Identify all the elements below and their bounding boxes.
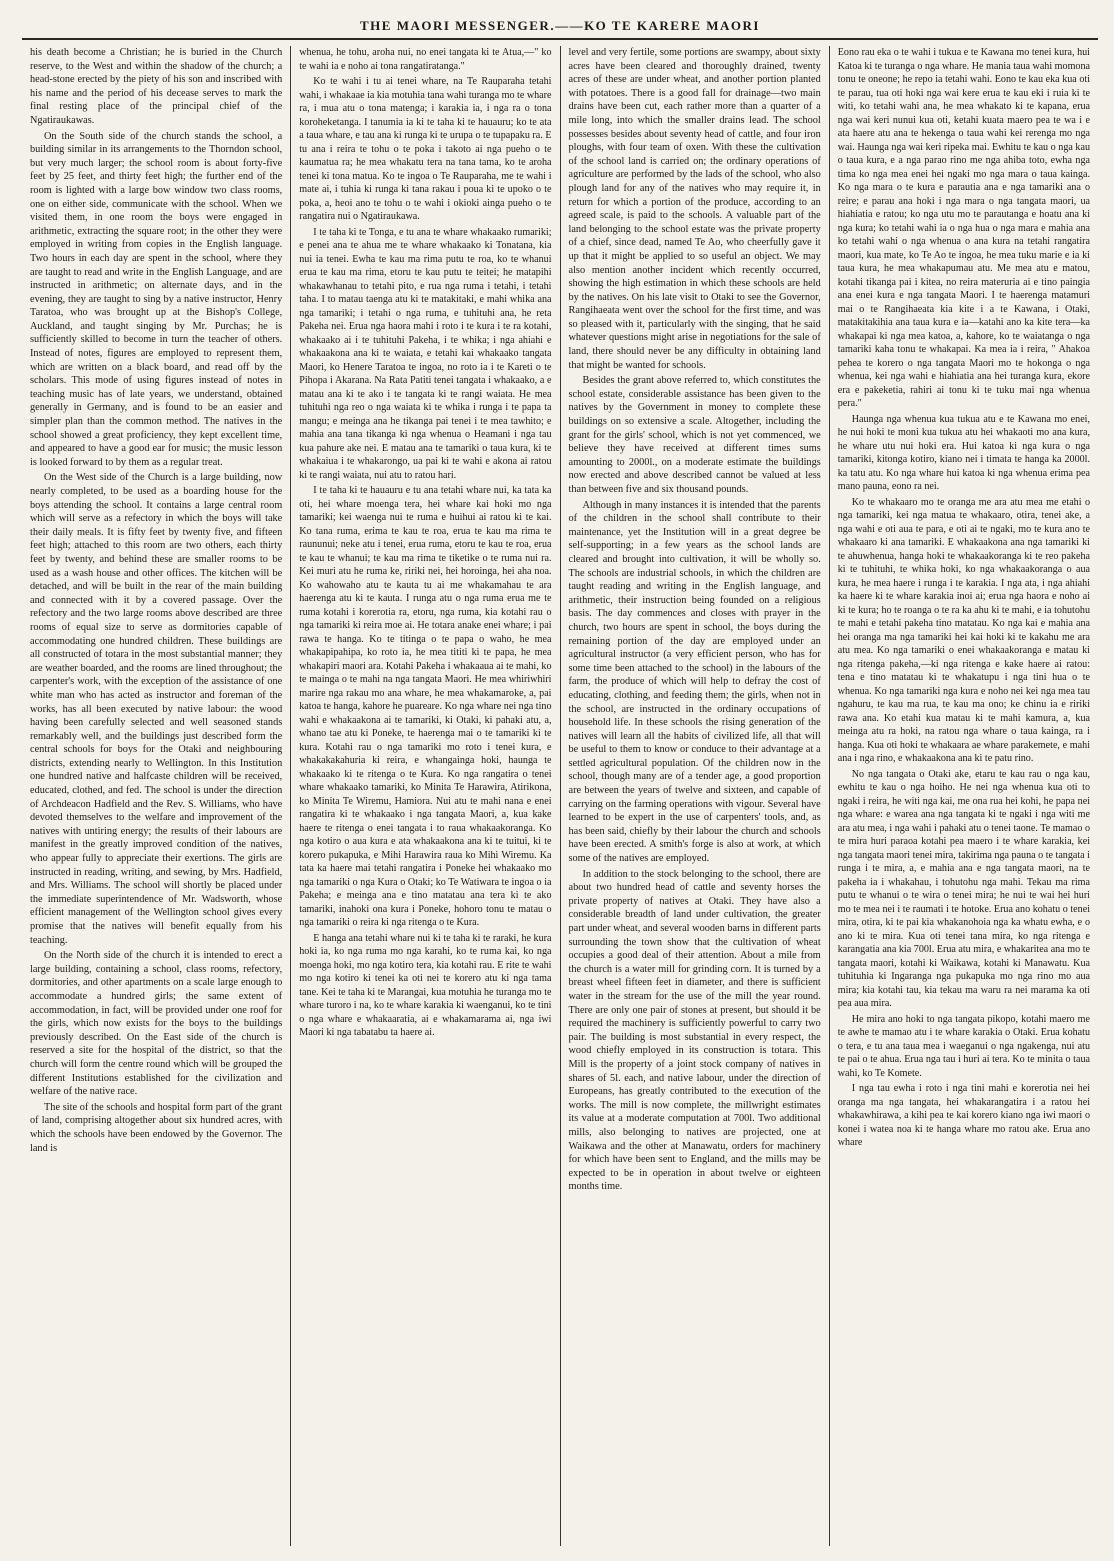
paragraph: Haunga nga whenua kua tukua atu e te Kawana mo enei, he nui hoki te moni kua tukua atu hei whakaoti mo ana kura, he whare utu nui hoki era. Hui katoa ki nga kura o nga tamariki, kitonga kotiro, kiano nei i timata te hanga ka 2000l. ka tatu atu. Ko nga whare hui katoa ki nga whenua erima pea mano pauna, eono ra nei.	[837, 413, 1090, 492]
paragraph: Ko te whakaaro mo te oranga me ara atu mea me etahi o nga tamariki, kei nga matua te whakaaro, otira, tenei ake, a nga wahi e oti aua te para, e oti ai te ngaki, mo te kura ano te whakaaro ki ana tamariki. E whakaakona ana nga tamariki ki te ahuwhenua, hanga hoki te whakaakoranga ki te reo pakeha ki te tuhituhi, te whika hoki, ko nga whakaakoranga o aua kura, he mea haere i runga i te karakia. I nga ata, i nga ahiahi ka haere ki te whare karakia inoi ai; erua nga haora e noho ai ki te kura; ho te roanga o te ra ka ahu ki te mahi, e ia tohutohu te mahi e tetahi pakeha tino matatau. Ko nga kai e mahia ana hei oranga ma nga tamariki hei kai hoki ki te kakahu me ara atu mea. Ko nga tamariki o enei whakaakoranga e matau ki nga ritenga pakeha,—ki nga ritenga e kake haere ai ratou: tena e tino matatau ki te whakatupu i nga tini hua o te whenua. Ko nga tamariki nga kura e noho nei kei nga mea tau ngahuru, te kau ma rua, te kau ma ono; ke chinu ia e ririki rawa ana. Ko etahi kua matau ki te mahi kamura, a, kua meinga atu ra hoki, na ratou nga whare o taua kainga, ra i hanga. Kua oti hoki te whakaara ae whare parakemete, e mahi ana i nga rino, e whakaakona ana ki te patu rino.	[837, 496, 1090, 764]
page-header: THE MAORI MESSENGER.——KO TE KARERE MAORI	[22, 18, 1098, 40]
paragraph: He mira ano hoki to nga tangata pikopo, kotahi maero me te awhe te mamao atu i te whare karakia o Otaki. Erua kohatu o tera, e tu ana taua mea i waeganui o nga ngakenga, nui atu te pai o te ahua. Erua nga tau i huri ai tera. Ko te minita o taua wahi, ko Te Komete.	[837, 1013, 1090, 1079]
paragraph: whenua, he tohu, aroha nui, no enei tangata ki te Atua,—" ko te wahi ia e noho ai tona rangatiratanga."	[299, 47, 552, 72]
paragraph: level and very fertile, some portions are swampy, about sixty acres have been cleared and thoroughly drained, twenty acres of these are under wheat, and another portion planted with potatoes. There is a good fall for drainage—two main drains have been cut, each rather more than a quarter of a mile long, into which the smaller drains lead. The school possesses besides about seventy head of cattle, and four iron ploughs, with four team of oxen. With these the cultivation of the school land is carried on; the ordinary operations of agriculture are performed by the lads of the school, who also plough land for any of the natives who may require it, in return for which a portion of the produce, according to an agreed scale, is paid to the schools. A valuable part of the land belonging to the school estate was the private property of a chief, since dead, named Te Ao, who cheerfully gave it up that it might be applied to so useful an object. We may also mention another incident which recently occurred, showing the high estimation in which these schools are held by the natives. On his late visit to Otaki to see the Governor, Rangihaeata went over the school for the first time, and was so pleased with it, particularly with the singing, that he said whatever questions might arise in negotiations for the sale of land, there should never be any difficulty in obtaining land that might be wanted for schools.	[568, 47, 821, 371]
maori-column-2	[830, 46, 1098, 1546]
paragraph: Although in many instances it is intended that the parents of the children in the school shall contribute to their maintenance, yet the Institution will in a great degree be self-supporting; in a few years as the school lands are cleared and brought into cultivation, it will be wholly so. The schools are industrial schools, in which the children are taught reading and writing in the English language, and arithmetic, their instruction being founded on a religious basis. The day commences and closes with prayer in the church, two hours are spent in school, the boys during the remaining portion of the day are employed under an agricultural instructor (a very efficient person, who has for some time been attached to the school) in the labours of the farm, the produce of which will help to defray the cost of educating, clothing, and feeding them; the girls, when not in the school, are instructed in the ordinary occupations of household life. In these schools the rising generation of the natives will learn all the habits of civilized life, all that will be useful to them to know or conduce to their advantage at a settled agricultural population. Of the children now in the school, though many are of a tender age, a good proportion are between the years of twelve and sixteen, and capable of carrying on the farming operations with vigour. Several have learned to be expert in the use of carpenters' tools, and, as has been said, chiefly by their labour the church and schools have been erected. A smith's forge is also at work, at which some of the natives are employed.	[568, 499, 821, 865]
paragraph: In addition to the stock belonging to the school, there are about two hundred head of cattle and seventy horses the private property of natives at Otaki. They have also a considerable breadth of land under cultivation, the greater part under wheat, and several wooden barns in different parts surrounding the town show that the cultivation of wheat occupies a good deal of their attention. About a mile from the church is a water mill for grinding corn. It is turned by a breast wheel fifteen feet in diameter, and there is sufficient water in the stream for the use of the mill the year round. There are only one pair of stones at present, but should it be required the machinery is sufficiently powerful to carry two pair. The building is most substantial in every respect, the wood chiefly employed in its construction is totara. This Mill is the property of a joint stock company of natives in shares of 5l. each, and native labour, under the direction of Europeans, has greatly contributed to the execution of the works. The mill is now complete, the millwright estimates its value at a moderate computation at 700l. Two additional mills, also belonging to natives are projected, one at Waikawa and the other at Manawatu, orders for machinery for which have been sent to England, and the mills may be expected to be in operation in about twelve or eighteen months time.	[568, 868, 821, 1193]
paragraph: his death become a Christian; he is buried in the Church reserve, to the West and within the shadow of the church; a head-stone erected by the piety of his son and inscribed with his name and the period of his decease serves to mark the final resting place of the principal chief of the Ngatiraukawas.	[30, 47, 283, 126]
paragraph: Besides the grant above referred to, which constitutes the school estate, considerable assistance has been given to the natives by the Government in money to complete these buildings on so extensive a scale. Altogether, including the grant for the girls' school, which is not yet commenced, we believe they have received at different times sums amounting to 2000l., on a moderate estimate the buildings now erected and above described cannot be valued at less than between five and six thousand pounds.	[568, 375, 821, 495]
paragraph: E hanga ana tetahi whare nui ki te taha ki te raraki, he kura hoki ia, ko nga ruma mo nga karahi, ko te ruma kai, ko nga moenga hoki, mo nga kotiro tera, kia kotahi rau. E rite te wahi mo nga kotiro ki tenei ka oti nei te korero atu ki nga tama tane. Kei te taha ki te Marangai, kua motuhia he turanga mo te whare turoro i na, ko te whare karakia ki waenganui, ko te tini o nga whare e whakaaratia, ai e whakamarama ai, nga iwi Maori ki nga tabatabu ta haere ai.	[299, 932, 552, 1038]
paragraph: On the South side of the church stands the school, a building similar in its arrangements to the Thorndon school, but very much larger; the school room is about forty-five feet by 25 feet, and thirty feet high; the further end of the room is lighted with a large bow window two class rooms, one on either side, communicate with the school. When we visited them, in one room the boys were engaged in arithmetic, extracting the square root; in the other they were employed in writing from copies in the English language. Two hours in each day are spent in the school, where they are taught to read and write in the English Language, and are instructed in arithmetic; on alternate days, and in the evening, they are taught to sing by a native instructor, Henry Taratoa, who was brought up at the Bishop's College, Auckland, and taught singing by Mr. Purchas; he is sufficiently skilled to become in turn the teacher of others. Instead of notes, figures are employed to represent them, which are written on a black board, and read off by the scholars. This mode of using figures instead of notes in teaching music has of late years, we understand, obtained generally in Germany, and is found to be an easier and simpler plan than the common method. The natives in the school showed a great proficiency, they kept excellent time, and appeared to have a good ear for music; the music lesson is looked forward to by them as a regular treat.	[30, 130, 283, 468]
paragraph: No nga tangata o Otaki ake, etaru te kau rau o nga kau, ewhitu te kau o nga hoiho. He nei nga whenua kua oti to ngaki i reira, he witi nga kai, me ona rua hei kohi, he papa nei nga whare: e warea ana nga tangata ki te ngaki i nga witi me ara atu mea, i nga wahi i pahaki atu o tenei taone. Te mamao o te mira huri paraoa kotahi pea maero i te whare karakia, kei nga tangata maori tenei mira, takirima nga pauna o te tangata i runga i te mira, a, e mahia ana e nga tangata maori, na te pakeha ia i whakahau, i tohutohu nga mahi. Tekau ma rima putu te whanui o te wira o tenei mira; he nui te wai hei huri mo te mea nei i te raumati i te hotoke. Erua ano kohatu o tenei mira, otira, ki te pai kia whakanohoia nga ka whatu ewha, e o ano ki te mira. Kua oti tenei tana mira, ko nga ritenga e karangatia ana kia 700l. Erua atu mira, e whakaritea ana mo te tangata maori, kotahi ki Waikawa, kotahi ki Manawatu. Kua tuhituhia ki Ingaranga nga pukapuka mo nga rino mo aua mira; kia kotahi tau, kia tekau ma waru ra nei marama ka oti pea aua mira.	[837, 768, 1090, 1009]
english-column-1	[22, 46, 291, 1546]
paragraph: I te taha ki te Tonga, e tu ana te whare whakaako rumariki; e penei ana te ahua me te whare whakaako ki Tonatana, kia nui ia tenei. Ewha te kau ma rima putu te roa, ko te whanui erua te kau ma rima, etoru te kau putu te teitei; he matapihi whakawhanau to tetahi pito, e rua nga ruma i tetahi, i tetahi taha. I to matau taenga atu ki te matakitaki, e mahi whika ana nga tamariki; i tetahi o nga ruma, e tuhituhi ana, he reta Pakeha nei. Erua nga haora mahi i roto i te kura i te ra kotahi, whakaako ai i te tuhituhi Pakeha, i te whika; i nga ahiahi e whakaakona ana ki te waiata, e tetahi kai whakaako tangata Maori, ko Henere Taratoa te ingoa, no roto ia i te Kareti o te Pihopa i Akarana. Na Rata Patiti tenei tangata i whakaako, a e matau ana ki te ako i te tangata ki te rangi waiata. He mea tuhituhi nga reo o nga waiata ki te whika i runga i te papa ta mangu; e meinga ana he tikanga pai tenei i te mea tawhito; e mahia ana tana tikanga ki nga whenua o Heamani i nga tau kua pahure ake nei. E matau ana te tamariki o taua kura, ki te whakaiua i te whakarongo, ua pai ki te wahi e akona ai ratou ki te rangi waiata, nui atu to ratou hari.	[299, 226, 552, 481]
paragraph: I nga tau ewha i roto i nga tini mahi e korerotia nei hei oranga ma nga tangata, hei whakarangatira i a ratou hei whakawhirawa, a kihi pea te kai korero kiano nga iwi maori o konei i watea noa ki te hanga whare mo ratou ake. Erua ano whare	[837, 1083, 1090, 1148]
column-container	[22, 46, 1098, 1546]
paragraph: I te taha ki te hauauru e tu ana tetahi whare nui, ka tata ka oti, hei whare moenga tera, hei whare kai hoki mo nga tamariki; kei waenga nui te ruma e huihui ai ratou ki te kai. Ko tana ruma, erima te kau te roa, erua te kau ma rima te raununui; neke atu i tenei, erua ruma, etoru te kau te roa, erua te kau te whanui; te kau ma rima te tiketike o te ruma nui ra. Kei muri atu he ruma ke, ririki nei, hei horoinga, hei aha noa. Ko wahowaho atu te kauta tu ai me whakamahau te ara haerenga atu ki te kauta. I runga atu o nga ruma erua me te ruma kotahi i korerotia ra, etoru, nga ruma, kia kotahi rau o nga tamariki ki reira moe ai. He totara anake enei whare; i pai rawa te hanga. Ko te titinga o te papa o waho, he mea whakapipahipa, ko roto ia, he mea tititi ki te papa, he mea whakapiri maori ara. Kotahi Pakeha i whakaaua ai te mahi, ko te mainga o te mahi na nga tangata Maori. He mea whiriwhiri marire nga rakau mo ana whare, he mea whakamaroke, a, pai katoa te hanga, kahore he puareare. Ko nga whare nei nga tino wahi e whakaakona ai te tamariki, ki Otaki, ki pahaki atu, a, whano tae atu ki Poneke, te haerenga mai o te tamariki ki te kura. Kotahi rau o nga tamariki mo roto i tenei kura, e whakakakahuria ki reira, e whangainga hoki, haunga te whakaako ki te ritenga o te Kura. Ko nga rangatira o tenei whare whakaako tamariki, ko Minita Te Harawira, Atirikona, ko Minita Te Wiremu, Hamiora. Nui atu te mahi nana e enei rangatira ki te whakaako i nga tangata Maori, a, kua kake haere te ritenga o enei tangata i to raua whakaakoranga. Ko nga kotiro o aua kura e ata whakaakona ana ki te tuitui, ki te korero pukapuka, e Mihi Harawira raua ko Mihi Wiremu. Ka tata ka haere mai tetahi rangatira i Poneke hei whakaako mo nga tamariki o nga Kura o Otaki; ko Te Watiwara te ingoa o ia Pakeha; e meinga ana e tino matatau ana tera ki te ako tamariki, inahoki ona kura i Poneke, hohoro tonu te matau o nga tamariki o reira ki nga ritenga o te Kura.	[299, 485, 552, 928]
english-column-2	[561, 46, 830, 1546]
paragraph: On the West side of the Church is a large building, now nearly completed, to be used as a boarding house for the boys attending the school. It contains a large central room which will serve as a refectory in which the boys will take their daily meals. It is fifty feet by twenty five, and fifteen feet high; attached to this room are two others, each thirty feet by twenty, and behind these are smaller rooms to be used as a wash house and other offices. The kitchen will be detached, and will be built in the rear of the main building and connected with it by a covered passage. Over the refectory and the two large rooms above described are three rooms of equal size to serve as dormitories capable of accommodating one hundred children. These buildings are all constructed of totara in the most substantial manner; they are weather boarded, and the rooms are lined throughout; the carpenter's work, with the exception of the assistance of one white man who has acted as instructor and foreman of the works, has all been executed by native labour: the wood having been carefully selected and well seasoned stands remarkably well, and the buildings just described form the central schools for boys for the Otaki and neighbouring districts, extending nearly to Wellington. In this Institution one hundred native and halfcaste children will be received, educated, clothed, and fed. The school is under the direction of Archdeacon Hadfield and the Rev. S. Williams, who have devoted themselves to the welfare and improvement of the natives with untiring energy; the results of their labours are manifest in the greatly improved condition of the natives, who appear fully to appreciate their exertions. The girls are instructed in reading, writing, and sewing, by Mrs. Hadfield, and Mrs. Williams. The school will shortly be placed under the immediate superintendence of Mr. Wadsworth, whose efficient management of the Wellington school gives every promise that the natives will benefit equally from his teaching.	[30, 472, 283, 946]
paragraph: Ko te wahi i tu ai tenei whare, na Te Rauparaha tetahi wahi, i whakaae ia kia motuhia tana wahi turanga mo te whare ra, i mua atu o tona matenga; i karakia ia, i nga ra o tona koroheketanga. I tanumia ia ki te taha ki te hauauru; ko te ata a taua whare, e tau ana ki runga ki te urupa o te tupapaku ra. E tu ana i reira te tohu o te poka i takoto ai nga pueho o te kaumatua ra; he mea whakatu tera na tana tama, ko te aroha tenei ki tona matua. Ko te ingoa o Te Rauparaha, me te wahi i mate ai, i tuhia ki runga ki tana rakau i poua ki te upoko o te poka, a, heoi ano te tohu o te wahi i okioki ainga pueho o te rangatira nui o Ngatiraukawa.	[299, 76, 552, 222]
paragraph: Eono rau eka o te wahi i tukua e te Kawana mo tenei kura, hui Katoa ki te turanga o nga whare. He mania taua wahi momona tonu te oneone; he repo ia tetahi wahi. Eono te kau eka kua oti te parau, tua oti hoki nga wai kere erua te kau eki i ruia ki te witi, ko tetahi wahi ana, he mea whakato ki te kapana, erua nga wai keri nunui kua oti, ketahi kuata maero pea te wa i e ata haere atu ana te hekenga o taua wahi kei rerenga mo nga wai. Haunga nga wai keri ripeka mai. Ewhitu te kau o nga kau o taua kura, e a nga parao rino me nga ahiba toto, ewha nga tima ko nga mea enei hei ngaki mo nga mara o taua kainga. Ko nga mara o te kura e parautia ana e nga tamariki ana o reire; e parau ana hoki i nga mara o nga tangata maori, ua hiahiatia e ratou; ko nga utu mo te parautanga e hoatu ana ki nga kura; ko tetahi wahi ia o nga hua o nga mara e mahia ana ko tetahi wahi o nga whenua o ana kura na tetahi rangatira maori, kua mate, ko Te Ao te ingoa, he mea tuku marie e ia ki taua kura, he mea whakapumau atu. Me mea atu e matou, kotahi tikanga pai i kitea, no reira materuria ai e tino paingia ana enei kura e nga tangata Maori. I te haerenga matamuri mai o te Rangihaeata kia kite i a te Kawana, i Otaki, matakitakihia ana taua kura e ia—katahi ano ka kite tera—ka whakapai ki nga mea katoa, a, kahore, ko te waiatanga o nga tamariki kaha tonu te whakapai. Ka mea ia i reira, " Ahakoa pehea te korero o nga tangata Maori mo te hokonga o nga whenua, kei nga wahi e hiahiatia ana hei turanga kura, ekore era e pakeketia, rahiri ai tonu ki te tuku mai nga whenua pera."	[837, 47, 1091, 409]
paragraph: The site of the schools and hospital form part of the grant of land, comprising altogether about six hundred acres, with which the schools have been endowed by the Governor. The land is	[30, 1101, 283, 1154]
maori-column-1	[291, 46, 560, 1546]
paragraph: On the North side of the church it is intended to erect a large building, containing a school, class rooms, refectory, dormitories, and other apartments on a scale large enough to accommodate a hundred girls; the same extent of accommodation, in fact, will be provided under one roof for the girls, which now exists for the boys to the buildings previously described. On the East side of the church is reserved a site for the hospital of the district, so that the church will form the centre round which will be grouped the different Institutions established for the civilization and welfare of the native race.	[30, 950, 283, 1098]
